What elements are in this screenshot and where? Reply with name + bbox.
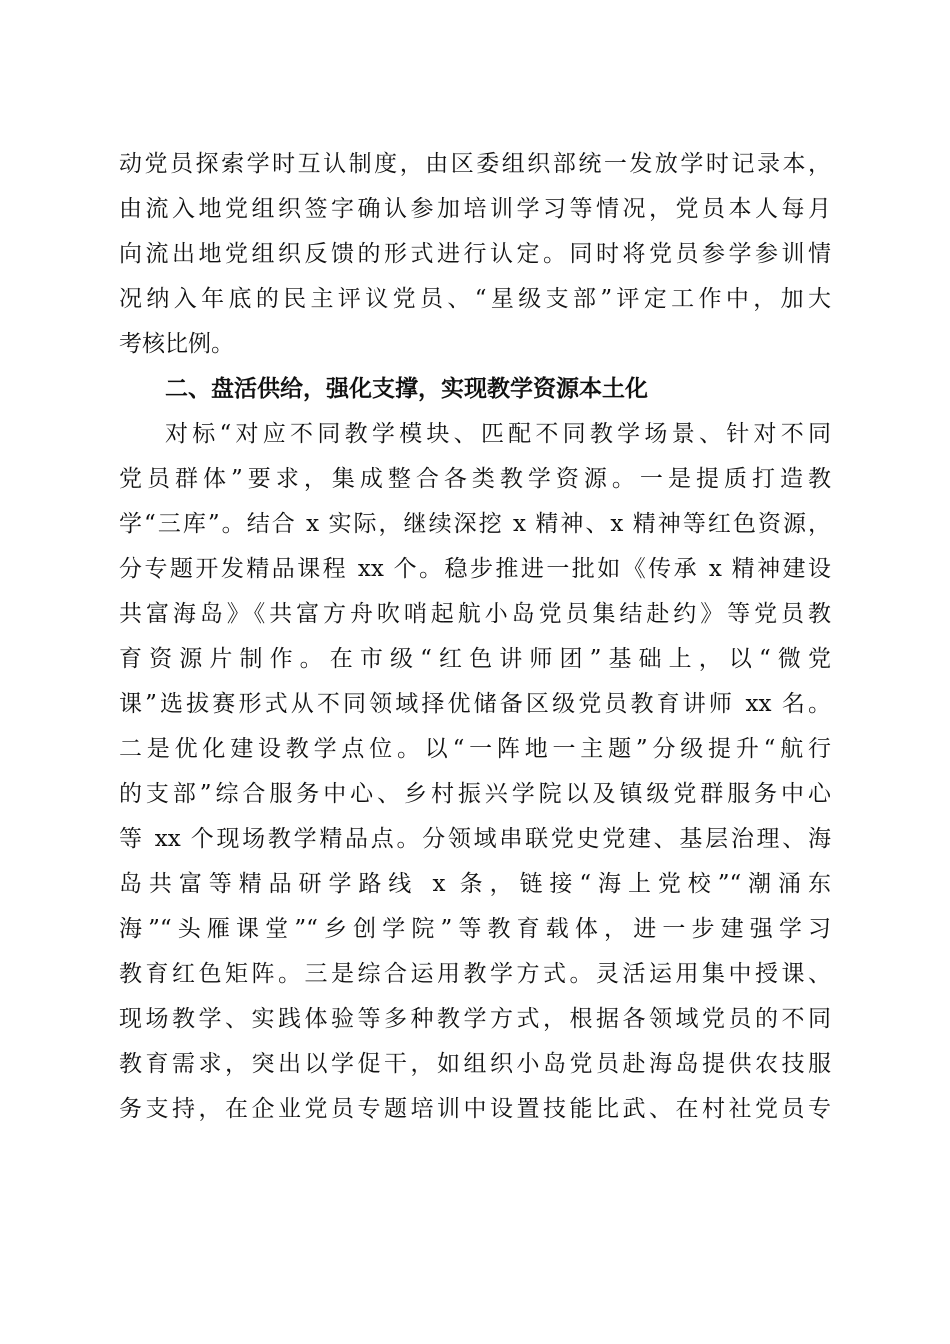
text-line: 由流入地党组织签字确认参加培训学习等情况，党员本人每月	[119, 196, 831, 222]
text-line: 课”选拔赛形式从不同领域择优储备区级党员教育讲师 xx 名。	[119, 691, 831, 717]
text-line: 教育红色矩阵。三是综合运用教学方式。灵活运用集中授课、	[119, 961, 831, 987]
text-line: 二是优化建设教学点位。以“一阵地一主题”分级提升“航行	[119, 736, 831, 762]
text-line: 共富海岛》《共富方舟吹哨起航小岛党员集结赴约》等党员教	[119, 601, 831, 627]
paragraph-1	[119, 142, 831, 367]
section-heading: 二、盘活供给，强化支撑，实现教学资源本土化	[165, 376, 648, 402]
text-line: 岛共富等精品研学路线 x 条，链接“海上党校”“潮涌东	[119, 871, 831, 897]
text-line: 动党员探索学时互认制度，由区委组织部统一发放学时记录本，	[119, 151, 831, 177]
text-line: 考核比例。	[119, 331, 234, 357]
text-line: 现场教学、实践体验等多种教学方式，根据各领域党员的不同	[119, 1006, 831, 1032]
text-line: 的支部”综合服务中心、乡村振兴学院以及镇级党群服务中心	[119, 781, 831, 807]
text-line: 对标“对应不同教学模块、匹配不同教学场景、针对不同	[165, 421, 831, 447]
text-line: 等 xx 个现场教学精品点。分领域串联党史党建、基层治理、海	[119, 826, 831, 852]
paragraph-2	[119, 412, 831, 1132]
text-line: 海”“头雁课堂”“乡创学院”等教育载体，进一步建强学习	[119, 916, 831, 942]
document-body	[119, 142, 831, 1132]
text-line: 党员群体”要求，集成整合各类教学资源。一是提质打造教	[119, 466, 831, 492]
text-line: 教育需求，突出以学促干，如组织小岛党员赴海岛提供农技服	[119, 1051, 831, 1077]
text-line: 况纳入年底的民主评议党员、“星级支部”评定工作中，加大	[119, 286, 831, 312]
text-line: 育资源片制作。在市级“红色讲师团”基础上，以“微党	[119, 646, 831, 672]
text-line: 分专题开发精品课程 xx 个。稳步推进一批如《传承 x 精神建设	[119, 556, 831, 582]
text-line: 向流出地党组织反馈的形式进行认定。同时将党员参学参训情	[119, 241, 831, 267]
text-line: 务支持，在企业党员专题培训中设置技能比武、在村社党员专	[119, 1096, 831, 1122]
text-line: 学“三库”。结合 x 实际，继续深挖 x 精神、x 精神等红色资源，	[119, 511, 831, 537]
